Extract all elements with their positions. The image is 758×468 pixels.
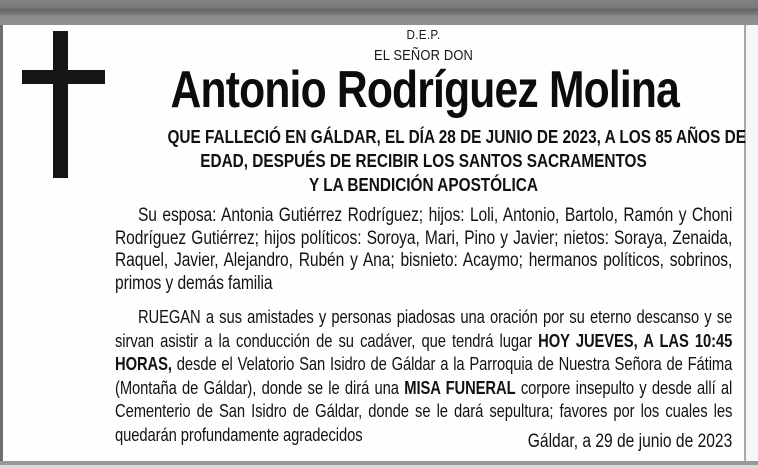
notice-content [115, 25, 746, 461]
place-and-date: Gáldar, a 29 de junio de 2023 [527, 431, 733, 452]
request-paragraph: RUEGAN a sus amistades y personas piadosas una oración por su eterno descanso y se sirvan asistir a la conducción de su cadáver, que tendrá lugar HOY JUEVES, A LAS 10:45 HORAS, desde el Velatorio San Isidro de Gáldar a la Parroquia de Nuestra Señora de Fátima (Montaña de Gáldar), donde se le dirá una MISA FUNERAL corpore insepulto y desde allí al Cementerio de San Isidro de Gáldar, donde se le dará sepultura; favores por los cuales les quedarán profundamente agradecidos [115, 307, 733, 445]
death-statement-line: QUE FALLECIÓ EN GÁLDAR, EL DÍA 28 DE JUNIO DE 2023, A LOS 85 AÑOS DE [167, 126, 746, 147]
obituary-notice-card [0, 25, 746, 461]
family-paragraph: Su esposa: Antonia Gutiérrez Rodríguez; hijos: Loli, Antonio, Bartolo, Ramón y Choni Rodríguez Gutiérrez; hijos políticos: Soroya, Mari, Pino y Javier; nietos: Soraya, Zenaida, Raquel, Javier, Alejandro, Rubén y Ana; bisnieto: Acaymo; hermanos políticos, sobrinos, primos y demás familia [115, 205, 733, 294]
bottom-border-bar [0, 461, 758, 468]
death-statement [167, 125, 746, 197]
cross-vertical-bar [53, 31, 68, 178]
top-border-bar [0, 0, 758, 25]
latin-cross-icon [22, 31, 105, 178]
dep-abbreviation: D.E.P. [406, 27, 441, 42]
cross-horizontal-bar [22, 70, 105, 84]
honorific-title: EL SEÑOR DON [373, 47, 474, 64]
death-statement-line: Y LA BENDICIÓN APOSTÓLICA [309, 174, 538, 195]
deceased-name: Antonio Rodríguez Molina [170, 61, 680, 119]
death-statement-line: EDAD, DESPUÉS DE RECIBIR LOS SANTOS SACRAMENTOS [200, 150, 647, 171]
